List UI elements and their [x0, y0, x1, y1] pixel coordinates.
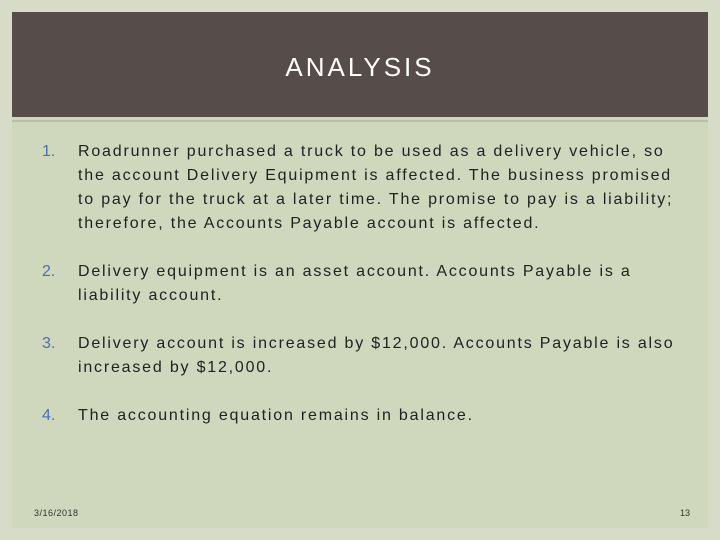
list-item-number: 2. — [42, 263, 56, 280]
slide-title: ANALYSIS — [285, 52, 435, 82]
footer-date: 3/16/2018 — [34, 508, 79, 518]
list-item-number: 3. — [42, 335, 56, 352]
list-item — [42, 404, 682, 428]
list-item-text: The accounting equation remains in balance. — [78, 407, 474, 424]
analysis-list — [42, 140, 682, 452]
divider — [12, 120, 708, 122]
slide — [12, 12, 708, 528]
list-item — [42, 332, 682, 380]
page-number: 13 — [679, 508, 690, 518]
list-item-number: 1. — [42, 143, 56, 160]
list-item-text: Delivery equipment is an asset account. Accounts Payable is a liability account. — [78, 263, 632, 304]
list-item-text: Roadrunner purchased a truck to be used as a delivery vehicle, so the account Delivery Equipment is affected. The business promised to pay for the truck at a later time. The promise to pay is a liability; therefore, the Accounts Payable account is affected. — [78, 143, 674, 232]
title-bar — [12, 12, 708, 117]
list-item-text: Delivery account is increased by $12,000. Accounts Payable is also increased by $12,000. — [78, 335, 675, 376]
list-item — [42, 260, 682, 308]
list-item — [42, 140, 682, 236]
list-item-number: 4. — [42, 407, 56, 424]
